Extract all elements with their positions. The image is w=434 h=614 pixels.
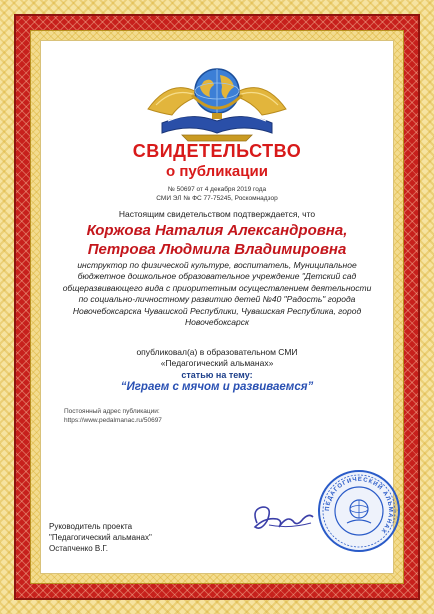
certificate-body bbox=[40, 40, 394, 574]
address-label: Постоянный адрес публикации: bbox=[64, 408, 160, 415]
intro-text: Настоящим свидетельством подтверждается, что bbox=[118, 209, 316, 219]
signer-name: Остапченко В.Г. bbox=[49, 544, 109, 553]
registration-number: № 50697 от 4 декабря 2019 года bbox=[167, 186, 267, 193]
published-line-1: опубликовал(а) в образовательном СМИ bbox=[136, 347, 298, 357]
signer-role: Руководитель проекта bbox=[49, 522, 133, 531]
certificate-title: СВИДЕТЕЛЬСТВО bbox=[132, 141, 302, 161]
article-theme: “Играем с мячом и развиваемся” bbox=[120, 381, 314, 393]
official-stamp-icon bbox=[317, 469, 401, 553]
registration-info bbox=[41, 185, 393, 203]
theme-label: статью на тему: bbox=[181, 370, 253, 380]
globe-book-emblem-icon bbox=[142, 55, 292, 151]
media-license: СМИ ЭЛ № ФС 77-75245, Роскомнадзор bbox=[156, 195, 278, 202]
author-names bbox=[41, 221, 393, 259]
publication-info bbox=[41, 347, 393, 369]
stamp-text: ПЕДАГОГИЧЕСКИЙ АЛЬМАНАХ bbox=[324, 476, 394, 535]
signature-icon bbox=[249, 499, 319, 539]
signer-block bbox=[49, 521, 152, 554]
certificate-subtitle: о публикации bbox=[166, 163, 268, 180]
signer-project: "Педагогический альманах" bbox=[49, 533, 152, 542]
published-line-2: «Педагогический альманах» bbox=[160, 358, 274, 368]
publication-address bbox=[64, 407, 162, 425]
author-name-2: Петрова Людмила Владимировна bbox=[87, 241, 347, 258]
author-description: инструктор по физической культуре, воспитатель, Муниципальное бюджетное дошкольное образовательное учреждение "Детский сад общеразвивающего вида с приоритетным осуществлением деятельности по социально-личностному развитию детей №40 "Радость" города Новочебоксарска Чувашской Республики, Чувашская Республика, город Новочебоксарск bbox=[62, 260, 372, 328]
address-link[interactable]: https://www.pedalmanac.ru/50697 bbox=[64, 417, 162, 424]
author-name-1: Коржова Наталия Александровна, bbox=[86, 222, 348, 239]
